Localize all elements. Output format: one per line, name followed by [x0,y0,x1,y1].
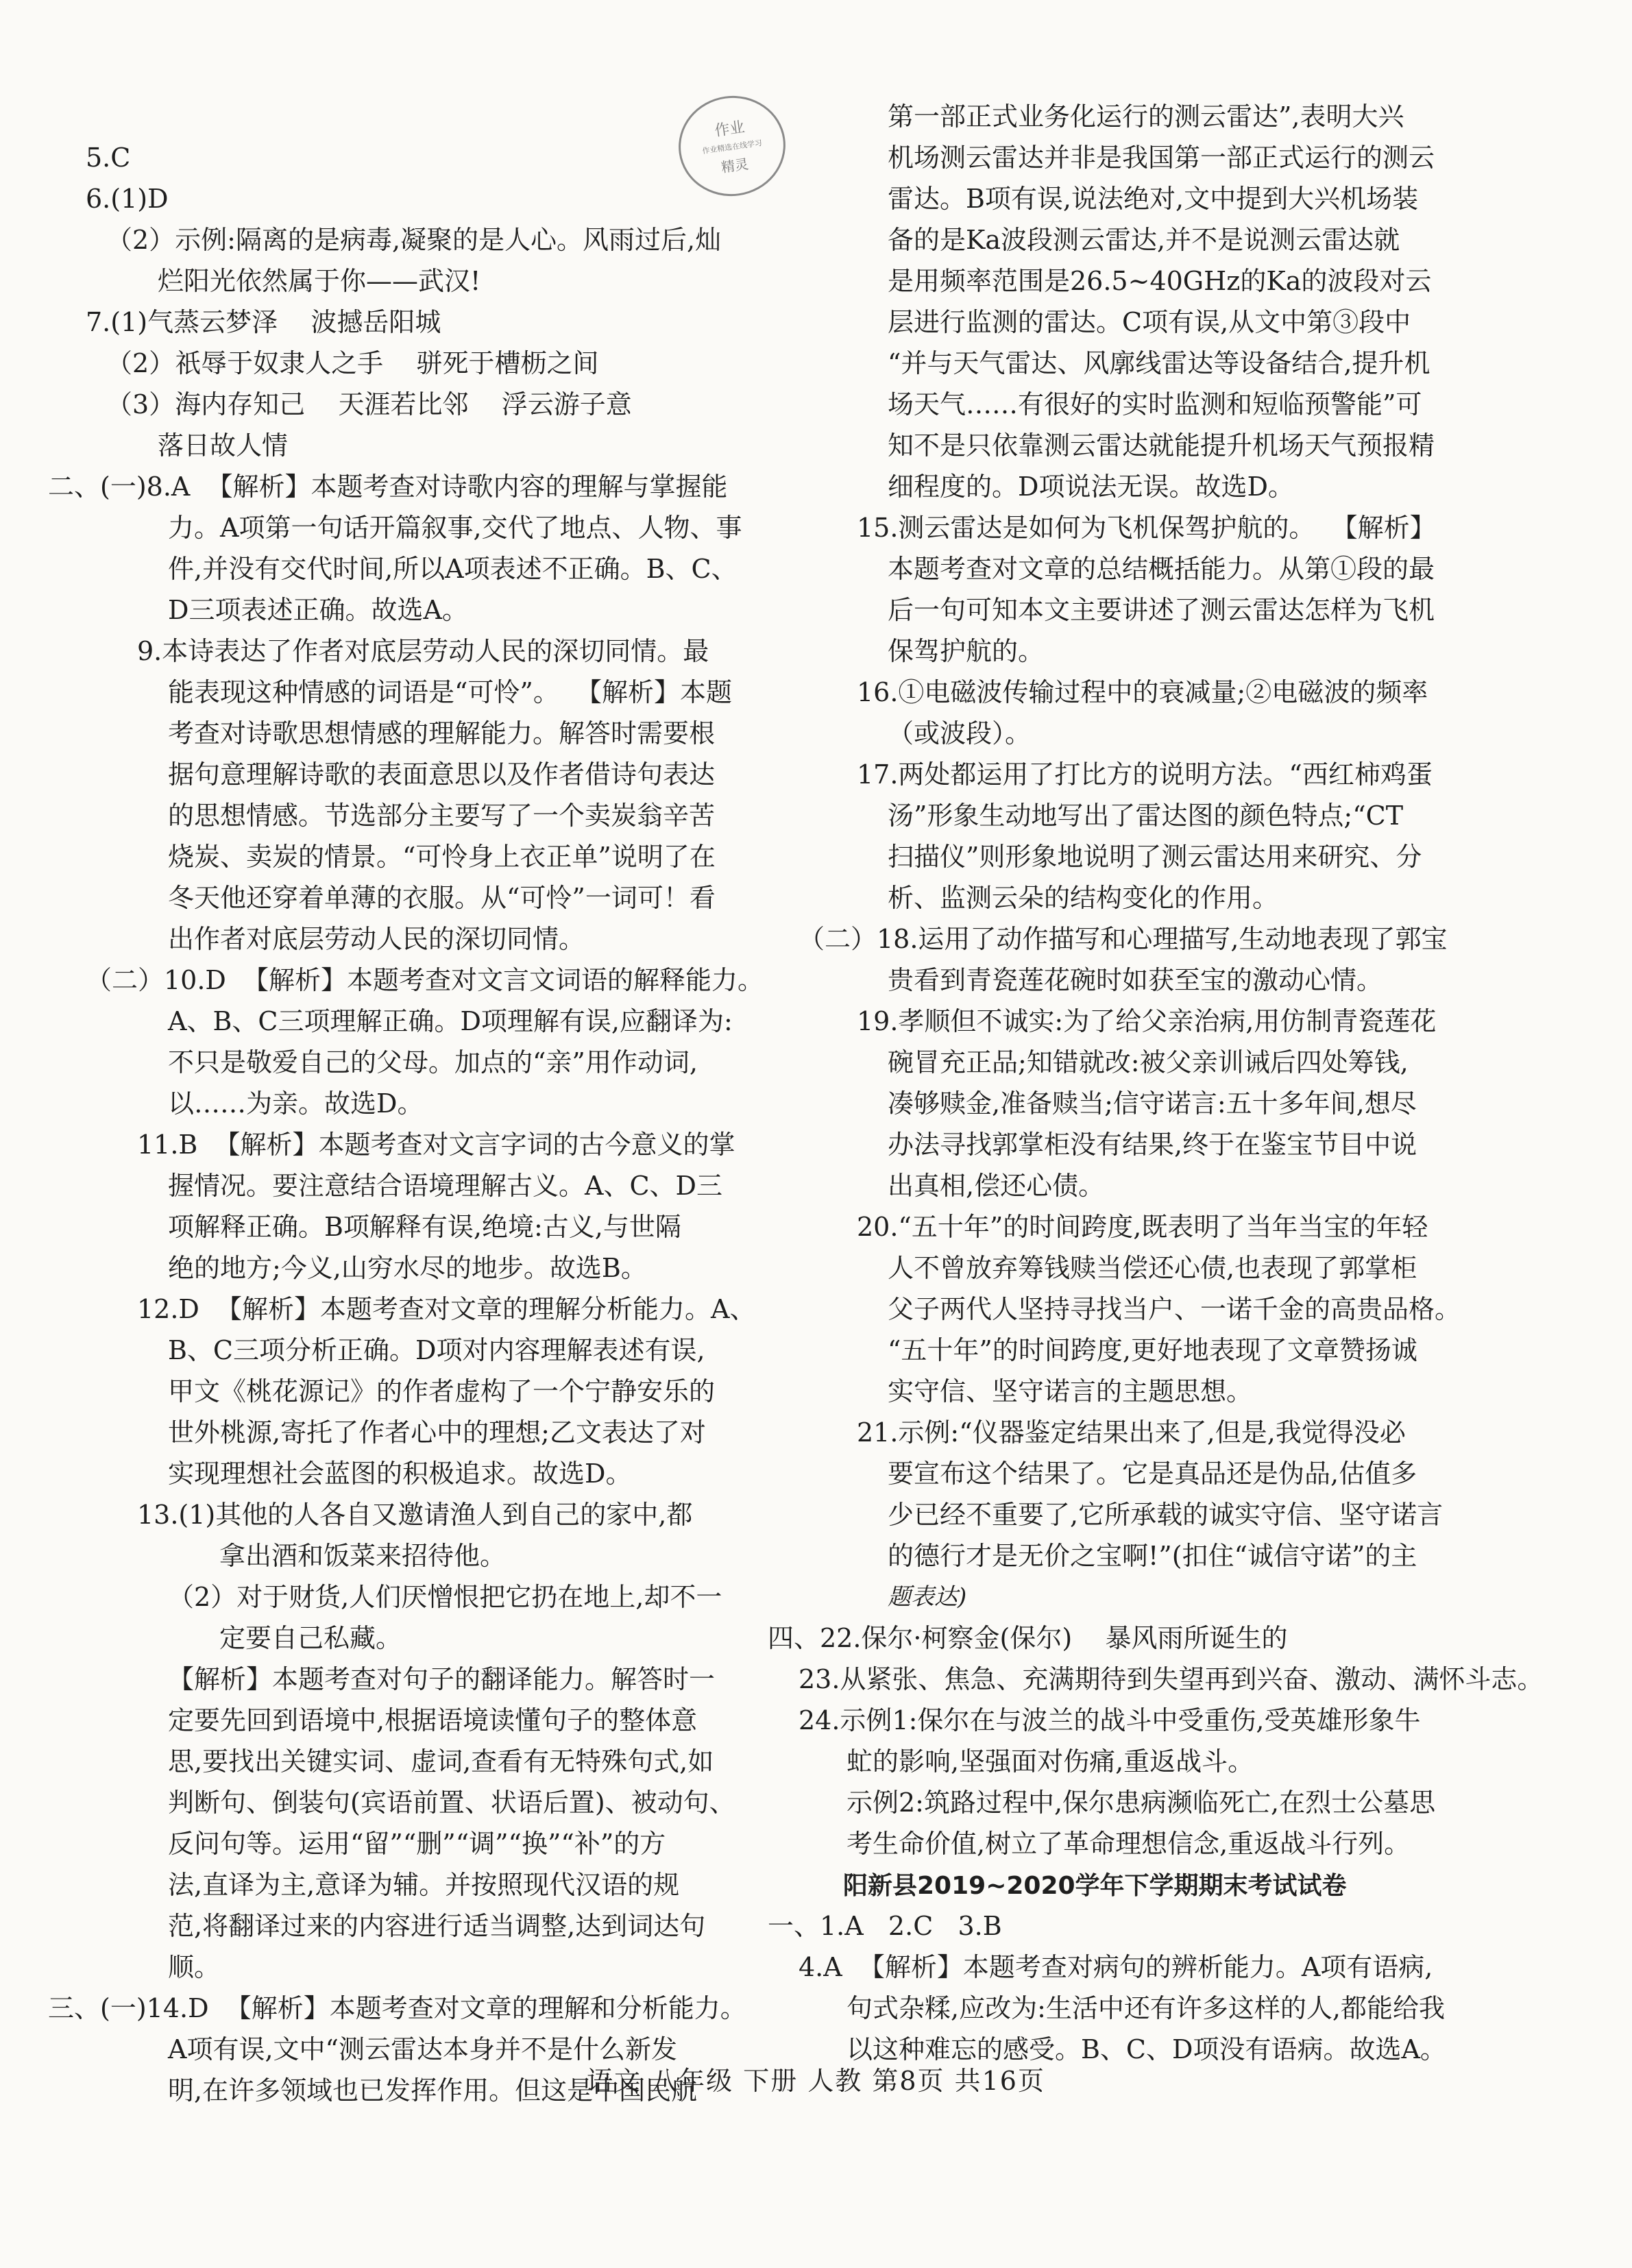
answer-line: 世外桃源,寄托了作者心中的理想;乙文表达了对 [168,1417,706,1448]
answer-line: 的德行才是无价之宝啊!”(扣住“诚信守诺”的主 [888,1541,1417,1571]
answer-line: 场天气……有很好的实时监测和短临预警能”可 [888,389,1422,419]
stamp-line2: 作业精选在线学习 [701,138,763,156]
answer-line: 少已经不重要了,它所承载的诚实守信、坚守诺言 [888,1500,1444,1530]
section-title: 阳新县2019~2020学年下学期期末考试试卷 [843,1872,1347,1900]
answer-line: （二）18.运用了动作描写和心理描写,生动地表现了郭宝 [799,924,1448,954]
answer-line: 9.本诗表达了作者对底层劳动人民的深切同情。最 [137,636,709,666]
answer-line: 以……为亲。故选D。 [168,1088,424,1119]
answer-line: 出真相,偿还心债。 [888,1171,1105,1201]
answer-line: 办法寻找郭掌柜没有结果,终于在鉴宝节目中说 [888,1130,1417,1160]
answer-line: 烧炭、卖炭的情景。“可怜身上衣正单”说明了在 [168,842,716,872]
answer-line: B、C三项分析正确。D项对内容理解表述有误, [168,1335,705,1365]
answer-line: 4.A 【解析】本题考查对病句的辨析能力。A项有语病, [799,1952,1433,1982]
answer-line: 顺。 [168,1952,221,1982]
answer-line: 绝的地方;今义,山穷水尽的地步。故选B。 [168,1253,647,1283]
stamp-line1: 作业 [714,119,746,141]
left-column [48,0,775,2193]
answer-line: 思,要找出关键实词、虚词,查看有无特殊句式,如 [168,1746,714,1777]
answer-line: D三项表述正确。故选A。 [168,595,468,625]
answer-line: 据句意理解诗歌的表面意思以及作者借诗句表达 [168,759,716,790]
answer-line: 父子两代人坚持寻找当户、一诺千金的高贵品格。 [888,1294,1461,1324]
answer-line: （或波段）。 [888,718,1032,748]
answer-line: 雷达。B项有误,说法绝对,文中提到大兴机场装 [888,184,1419,214]
answer-line: 21.示例:“仪器鉴定结果出来了,但是,我觉得没必 [857,1417,1406,1448]
answer-line: 考生命价值,树立了革命理想信念,重返战斗行列。 [847,1829,1411,1859]
answer-line: 范,将翻译过来的内容进行适当调整,达到词达句 [168,1911,706,1941]
answer-line: 题表达) [888,1583,967,1611]
answer-line: 法,直译为主,意译为辅。并按照现代汉语的规 [168,1870,680,1900]
right-column [768,0,1544,2193]
answer-line: （2）对于财货,人们厌憎恨把它扔在地上,却不一 [168,1582,722,1612]
answer-line: 5.C [86,143,131,173]
answer-line: 扫描仪”则形象地说明了测云雷达用来研究、分 [888,842,1422,872]
answer-line: 力。A项第一句话开篇叙事,交代了地点、人物、事 [168,513,742,543]
answer-line: 判断句、倒装句(宾语前置、状语后置)、被动句、 [168,1788,735,1818]
answer-line: 以这种难忘的感受。B、C、D项没有语病。故选A。 [847,2034,1446,2064]
answer-line: 13.(1)其他的人各自又邀请渔人到自己的家中,都 [137,1500,693,1530]
answer-line: 二、(一)8.A 【解析】本题考查对诗歌内容的理解与掌握能 [48,472,728,502]
answer-line: 要宣布这个结果了。它是真品还是伪品,估值多 [888,1459,1417,1489]
answer-line: 17.两处都运用了打比方的说明方法。“西红柿鸡蛋 [857,759,1433,790]
answer-line: 一、1.A 2.C 3.B [768,1911,1002,1941]
answer-line: “五十年”的时间跨度,更好地表现了文章赞扬诚 [888,1335,1417,1365]
answer-line: （2）示例:隔离的是病毒,凝聚的是人心。风雨过后,灿 [106,225,722,255]
answer-line: 碗冒充正品;知错就改:被父亲训诫后四处筹钱, [888,1047,1409,1077]
page-footer: 语文 八年级 下册 人教 第8页 共16页 [587,2066,1045,2096]
answer-line: 冬天他还穿着单薄的衣服。从“可怜”一词可！看 [168,883,716,913]
answer-line: 凑够赎金,准备赎当;信守诺言:五十多年间,想尽 [888,1088,1417,1119]
answer-line: 11.B 【解析】本题考查对文言字词的古今意义的掌 [137,1130,735,1160]
answer-line: 16.①电磁波传输过程中的衰减量;②电磁波的频率 [857,677,1428,707]
answer-line: 23.从紧张、焦急、充满期待到失望再到兴奋、激动、满怀斗志。 [799,1664,1544,1694]
answer-line: 虻的影响,坚强面对伤痛,重返战斗。 [847,1746,1254,1777]
answer-line: 知不是只依靠测云雷达就能提升机场天气预报精 [888,430,1435,461]
answer-line: （二）10.D 【解析】本题考查对文言文词语的解释能力。 [86,965,764,995]
answer-line: 保驾护航的。 [888,636,1045,666]
answer-line: 本题考查对文章的总结概括能力。从第①段的最 [888,554,1435,584]
answer-line: 实守信、坚守诺言的主题思想。 [888,1376,1253,1406]
answer-line: 烂阳光依然属于你——武汉! [158,266,481,296]
answer-line: 示例2:筑路过程中,保尔患病濒临死亡,在烈士公墓思 [847,1788,1436,1818]
answer-line: 握情况。要注意结合语境理解古义。A、C、D三 [168,1171,722,1201]
answer-line: 贵看到青瓷莲花碗时如获至宝的激动心情。 [888,965,1383,995]
answer-line: 实现理想社会蓝图的积极追求。故选D。 [168,1459,632,1489]
answer-line: 20.“五十年”的时间跨度,既表明了当年当宝的年轻 [857,1212,1428,1242]
answer-line: 层进行监测的雷达。C项有误,从文中第③段中 [888,307,1411,337]
answer-line: 句式杂糅,应改为:生活中还有许多这样的人,都能给我 [847,1993,1445,2023]
answer-line: 后一句可知本文主要讲述了测云雷达怎样为飞机 [888,595,1435,625]
answer-line: （2）祇辱于奴隶人之手 骈死于槽枥之间 [106,348,599,378]
answer-line: 汤”形象生动地写出了雷达图的颜色特点;“CT [888,801,1404,831]
answer-line: 6.(1)D [86,184,169,214]
answer-line: 出作者对底层劳动人民的深切同情。 [168,924,585,954]
answer-line: 考查对诗歌思想情感的理解能力。解答时需要根 [168,718,716,748]
answer-line: 项解释正确。B项解释有误,绝境:古义,与世隔 [168,1212,681,1242]
stamp-line3: 精灵 [720,156,750,176]
answer-line: 拿出酒和饭菜来招待他。 [219,1541,507,1571]
answer-line: 甲文《桃花源记》的作者虚构了一个宁静安乐的 [168,1376,716,1406]
answer-line: 15.测云雷达是如何为飞机保驾护航的。 【解析】 [857,513,1436,543]
answer-line: 19.孝顺但不诚实:为了给父亲治病,用仿制青瓷莲花 [857,1006,1437,1036]
answer-line: 件,并没有交代时间,所以A项表述不正确。B、C、 [168,554,738,584]
answer-line: 7.(1)气蒸云梦泽 波撼岳阳城 [86,307,441,337]
answer-line: 12.D 【解析】本题考查对文章的理解分析能力。A、 [137,1294,756,1324]
answer-line: 24.示例1:保尔在与波兰的战斗中受重伤,受英雄形象牛 [799,1705,1421,1735]
answer-line: （3）海内存知己 天涯若比邻 浮云游子意 [106,389,632,419]
answer-line: 明,在许多领域也已发挥作用。但这是中国民航 [168,2075,698,2106]
answer-line: A、B、C三项理解正确。D项理解有误,应翻译为: [168,1006,733,1036]
answer-line: 落日故人情 [158,430,289,461]
answer-line: 不只是敬爱自己的父母。加点的“亲”用作动词, [168,1047,698,1077]
answer-line: 四、22.保尔·柯察金(保尔) 暴风雨所诞生的 [768,1623,1288,1653]
answer-line: 定要先回到语境中,根据语境读懂句子的整体意 [168,1705,698,1735]
answer-line: “并与天气雷达、风廓线雷达等设备结合,提升机 [888,348,1430,378]
answer-line: 人不曾放弃筹钱赎当偿还心债,也表现了郭掌柜 [888,1253,1417,1283]
answer-line: A项有误,文中“测云雷达本身并不是什么新发 [168,2034,677,2064]
answer-line: 是用频率范围是26.5~40GHz的Ka的波段对云 [888,266,1432,296]
answer-line: 备的是Ka波段测云雷达,并不是说测云雷达就 [888,225,1400,255]
answer-line: 机场测云雷达并非是我国第一部正式运行的测云 [888,143,1435,173]
answer-line: 的思想情感。节选部分主要写了一个卖炭翁辛苦 [168,801,716,831]
answer-line: 能表现这种情感的词语是“可怜”。 【解析】本题 [168,677,733,707]
answer-line: 定要自己私藏。 [219,1623,402,1653]
answer-line: 第一部正式业务化运行的测云雷达”,表明大兴 [888,101,1404,132]
answer-line: 细程度的。D项说法无误。故选D。 [888,472,1294,502]
answer-line: 析、监测云朵的结构变化的作用。 [888,883,1279,913]
answer-line: 反问句等。运用“留”“删”“调”“换”“补”的方 [168,1829,666,1859]
answer-line: 【解析】本题考查对句子的翻译能力。解答时一 [168,1664,716,1694]
answer-line: 三、(一)14.D 【解析】本题考查对文章的理解和分析能力。 [48,1993,746,2023]
